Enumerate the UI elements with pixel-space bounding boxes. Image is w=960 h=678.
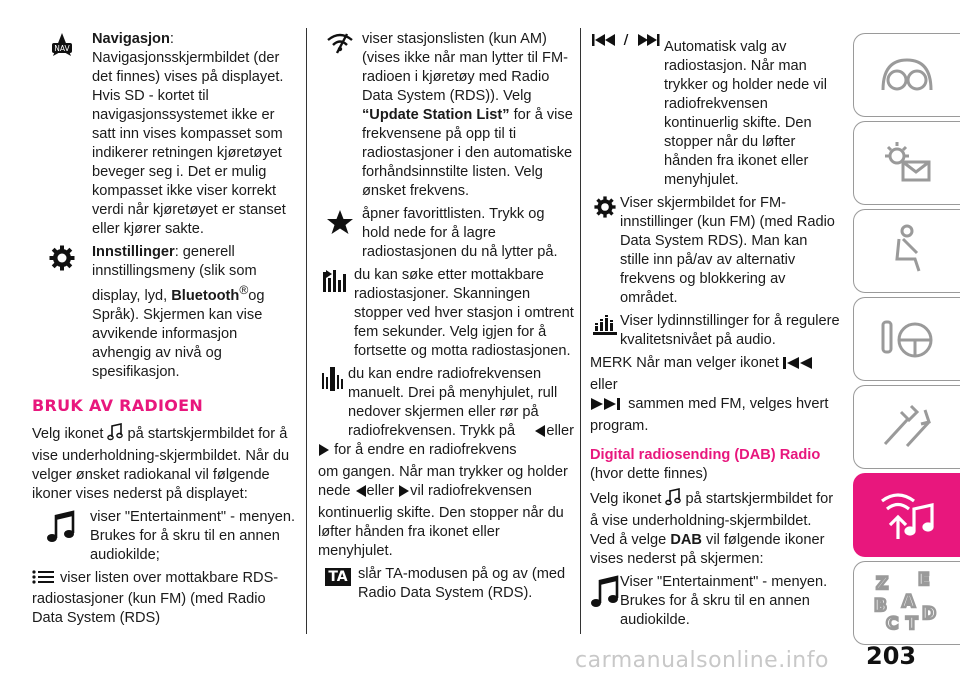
music-note-icon [32, 508, 90, 544]
index-letter: A [902, 592, 916, 612]
radio-intro [32, 423, 300, 504]
index-letter: D [922, 604, 937, 624]
dab-text-c: vil følgende ikoner vises nederst på skjermen: [590, 532, 825, 567]
seek-forward-icon [590, 397, 624, 417]
intro-text-a: Velg ikonet [32, 425, 104, 442]
fm-settings-text: Viser skjermbildet for FM-innstillinger (kun FM) (med Radio Data System RDS). Man kan stille inn på/av av alternativ frekvens og blokkering av området. [620, 195, 835, 306]
manual-tune-entry [318, 365, 574, 441]
index-letter: C [886, 614, 899, 634]
dab-entertainment-entry [590, 573, 840, 630]
nav-text: Navigasjonsskjermbildet (der det finnes) vises på displayet. Hvis SD - kortet til navigasjonssystemet ikke er satt inn vises kompasset som indikerer retningen kjøretøyet beveger seg i. Det er mulig kompasset ikke viser korrekt verdi når kjøretøyet er stanset eller kjører sakte. [92, 50, 286, 237]
scan-text: du kan søke etter mottakbare radiostasjoner. Skanningen stopper ved hver stasjon i omtrent fem sekunder. Velg igjen for å fortsette og motta radiostasjonen. [354, 267, 574, 359]
dab-text-b: på startskjermbildet for å vise underholdning-skjermbildet. Ved å velge [590, 491, 834, 548]
gear-icon [32, 243, 92, 271]
column-divider [580, 28, 581, 634]
ta-entry [318, 565, 574, 603]
station-list-entry [32, 569, 300, 628]
fm-settings-entry [590, 194, 840, 308]
column-3 [590, 30, 840, 634]
settings-text-b: og Språk). Skjermen kan vise avvikende informasjon avhengig av nivå og spesifikasjon. [92, 287, 265, 380]
scan-icon [318, 266, 354, 294]
sound-settings-text: Viser lydinnstillinger for å regulere kvalitetsnivået på audio. [620, 313, 840, 348]
intro-text-b: på startskjermbildet for å vise underholdning-skjermbildet. Når du velger ønsket radiokanal vil følgende ikoner vises nederst på displayet: [32, 425, 290, 502]
page-number: 203 [866, 642, 917, 670]
scan-entry [318, 266, 574, 361]
column-divider [306, 28, 307, 634]
music-note-icon [107, 423, 123, 447]
dab-text-a: Velg ikonet [590, 491, 662, 507]
ta-icon [318, 565, 358, 586]
dab-subheading: (hvor dette finnes) [590, 466, 708, 482]
ta-label: TA [325, 568, 350, 586]
arrow-right-icon [398, 484, 410, 504]
seek-icons [590, 30, 664, 48]
tab-dashboard[interactable] [853, 33, 960, 117]
antenna-signal-icon [318, 30, 362, 54]
index-icon [872, 571, 942, 635]
multimedia-icon [876, 487, 938, 543]
section-heading: BRUK AV RADIOEN [32, 395, 204, 415]
manual-tune-icon [318, 365, 348, 391]
eller-word-2: eller [366, 483, 395, 499]
steering-wheel-icon [877, 314, 937, 364]
warning-lights-icon [877, 138, 937, 188]
index-letter: T [906, 614, 918, 634]
index-letter: E [918, 571, 930, 590]
index-letter: B [874, 596, 887, 616]
manual-text-c: radiofrekvensen kontinuerlig skifte. Den stopper når du løfter hånden fra ikonet eller menyhjulet. [318, 483, 564, 559]
favorites-entry [318, 205, 574, 262]
tab-multimedia[interactable] [853, 473, 960, 557]
chapter-tabs [853, 33, 960, 649]
equalizer-icon [590, 312, 620, 336]
station-list-text: viser listen over mottakbare RDS-radiostasjoner (kun FM) (med Radio Data System (RDS) [32, 569, 279, 626]
am-text-b: for å vise frekvensene på opp til ti radiostasjoner i den automatiske forhåndsinnstilte listen. Velg ønsket frekvens. [362, 107, 573, 199]
tab-index[interactable] [853, 561, 960, 645]
bluetooth-word: Bluetooth [171, 287, 240, 304]
nav-badge-text: NAV [54, 44, 70, 53]
tab-maintenance[interactable] [853, 385, 960, 469]
note-eller: eller [590, 377, 618, 393]
settings-text-a: : generell innstillingsmeny (slik som display, lyd, [92, 244, 257, 304]
am-list-text [362, 30, 574, 201]
update-station-list-label: “Update Station List” [362, 107, 510, 123]
tab-warning-lights[interactable] [853, 121, 960, 205]
sound-settings-entry [590, 312, 840, 350]
manual-text-b: for å endre en radiofrekvens om gangen. Når man trykker og holder nede [318, 442, 568, 499]
seek-text: Automatisk valg av radiostasjon. Når man trykker og holder nede vil radiofrekvensen kontinuerlig skifte. Den stopper når du løfter hånden fra ikonet eller menyhjulet. [664, 39, 828, 188]
tab-starting-driving[interactable] [853, 297, 960, 381]
nav-icon [32, 30, 92, 58]
index-letter: Z [876, 574, 889, 594]
nav-entry [32, 30, 300, 239]
star-icon [318, 205, 362, 235]
ta-text: slår TA-modusen på og av (med Radio Data System (RDS). [358, 566, 566, 601]
tools-icon [877, 402, 937, 452]
column-2 [318, 30, 574, 607]
safety-seat-icon [877, 223, 937, 279]
nav-title: Navigasjon [92, 31, 170, 47]
tab-safety[interactable] [853, 209, 960, 293]
favorites-text: åpner favorittlisten. Trykk og hold nede for å lagre radiostasjonen du nå lytter på. [362, 206, 558, 260]
arrow-right-icon [318, 443, 330, 463]
seek-slash: / [623, 33, 629, 48]
arrow-left-icon [355, 484, 367, 504]
eller-word-1: eller [546, 423, 574, 439]
music-note-icon [665, 488, 681, 512]
vil-word: vil [410, 483, 424, 499]
dab-intro [590, 488, 840, 569]
seek-back-icon [783, 356, 817, 376]
dab-heading: Digital radiosending (DAB) Radio [590, 447, 821, 463]
dab-bold: DAB [670, 532, 702, 548]
manual-tune-continued [318, 422, 574, 561]
gear-icon [590, 194, 620, 218]
music-note-icon [590, 573, 620, 609]
list-icon [32, 570, 54, 590]
note-paragraph [590, 354, 840, 436]
settings-description [92, 243, 300, 382]
seek-entry [590, 30, 840, 190]
settings-title: Innstillinger [92, 244, 175, 260]
dashboard-icon [877, 50, 937, 100]
watermark: carmanualsonline.info [575, 648, 829, 673]
note-text-b: sammen med FM, velges hvert program. [590, 396, 829, 434]
am-list-entry [318, 30, 574, 201]
manual-tune-text-top: du kan endre radiofrekvensen manuelt. Drei på menyhjulet, rull nedover skjermen eller rør på radiofrekvensen. Trykk på [348, 366, 558, 439]
entertainment-entry [32, 508, 300, 565]
am-text-a: viser stasjonslisten (kun AM) (vises ikke når man lytter til FM-radioen i kjøretøy med Radio Data System (RDS)). Velg [362, 31, 568, 104]
settings-entry [32, 243, 300, 382]
registered-mark: ® [239, 283, 249, 297]
dab-entertainment-text: Viser "Entertainment" - menyen. Brukes for å skru til en annen audiokilde. [620, 574, 828, 628]
nav-description: Navigasjon: Navigasjonsskjermbildet (der det finnes) vises på displayet. Hvis SD - kortet til navigasjonssystemet ikke er satt inn vises kompasset som indikerer retningen kjøretøyet beveger seg i. Det er mulig kompasset ikke viser korrekt verdi når kjøretøyet er stanset eller kjører sakte. [92, 31, 286, 237]
entertainment-text: viser "Entertainment" - menyen. Brukes for å skru til en annen audiokilde; [90, 508, 296, 563]
column-1 [32, 30, 300, 628]
note-text-a: MERK Når man velger ikonet [590, 355, 779, 371]
